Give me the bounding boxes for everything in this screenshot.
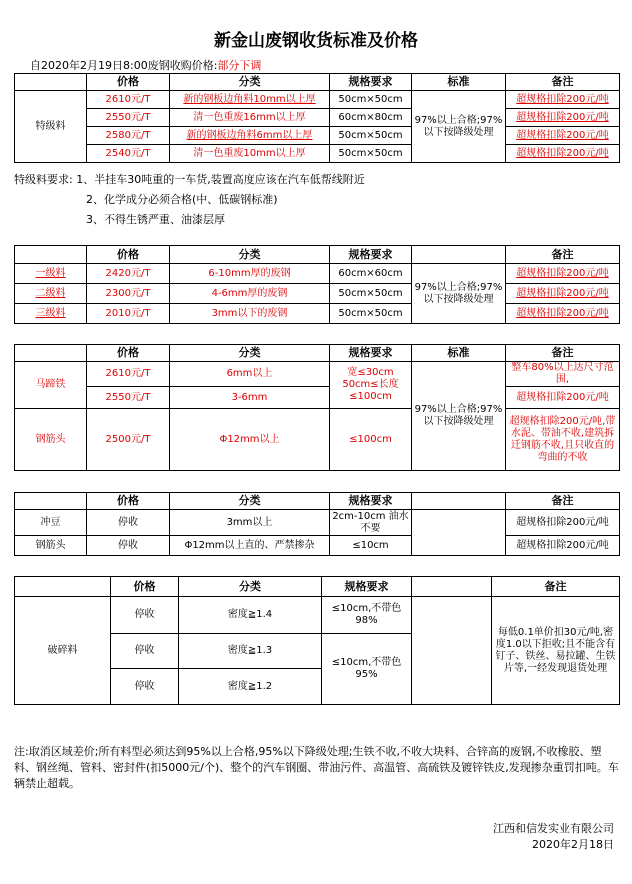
price-cell: 2550元/T xyxy=(87,387,170,409)
group-label: 破碎料 xyxy=(15,597,111,705)
remark-cell: 超规格扣除200元/吨 xyxy=(506,510,620,536)
remark-cell: 超规格扣除200元/吨 xyxy=(506,127,620,145)
price-cell: 2420元/T xyxy=(87,264,170,284)
page-title: 新金山废钢收货标准及价格 xyxy=(214,31,418,51)
price-cell: 2550元/T xyxy=(87,109,170,127)
header-remark: 备注 xyxy=(506,345,620,362)
remark-cell: 超规格扣除200元/吨 xyxy=(506,536,620,556)
table-row xyxy=(15,127,620,145)
remark-cell: 每低0.1单价扣30元/吨,密度1.0以下拒收;且不能含有钉子、铁丝、易拉罐、生铁片等,一经发现退货处理 xyxy=(492,597,620,705)
shredded-table xyxy=(14,576,620,705)
header-category: 分类 xyxy=(170,493,330,510)
price-cell: 2010元/T xyxy=(87,304,170,324)
spec-cell: ≤10cm xyxy=(330,536,412,556)
price-cell: 停收 xyxy=(87,510,170,536)
category-cell: Φ12mm以上 xyxy=(170,409,330,471)
table-row xyxy=(15,284,620,304)
spec-cell: 50cm×50cm xyxy=(330,127,412,145)
spec-cell: 2cm-10cm 油水不要 xyxy=(330,510,412,536)
requirement-line: 特级料要求: 1、半挂车30吨重的一车货,装置高度应该在汽车低帮线附近 xyxy=(14,173,365,186)
requirement-line: 3、不得生锈严重、油漆层厚 xyxy=(86,213,225,226)
price-cell: 停收 xyxy=(111,669,179,705)
grade-label: 三级料 xyxy=(15,304,87,324)
price-cell: 2610元/T xyxy=(87,91,170,109)
header-price: 价格 xyxy=(87,246,170,264)
requirement-line: 2、化学成分必须合格(中、低碳钢标准) xyxy=(86,193,278,206)
price-cell: 2300元/T xyxy=(87,284,170,304)
header-price: 价格 xyxy=(111,577,179,597)
category-cell: 3-6mm xyxy=(170,387,330,409)
group-label: 特级料 xyxy=(15,91,87,163)
price-cell: 停收 xyxy=(111,634,179,669)
header-category: 分类 xyxy=(170,345,330,362)
category-cell: 4-6mm厚的废钢 xyxy=(170,284,330,304)
group-label: 马蹄铁 xyxy=(15,362,87,409)
spec-cell: 50cm×50cm xyxy=(330,284,412,304)
price-cell: 2540元/T xyxy=(87,145,170,163)
table-row xyxy=(15,510,620,536)
company-name: 江西和信发实业有限公司 xyxy=(493,822,614,835)
grade-table xyxy=(14,245,620,324)
effective-date: 自2020年2月19日8:00废钢收购价格: xyxy=(30,59,218,72)
header-standard: 标准 xyxy=(412,345,506,362)
horseshoe-rebar-table xyxy=(14,344,620,471)
category-cell: 密度≧1.4 xyxy=(179,597,322,634)
standard-cell: 97%以上合格;97%以下按降级处理 xyxy=(412,362,506,471)
spec-cell: ≤10cm,不带色95% xyxy=(322,634,412,705)
category-cell: 清一色重废16mm以上厚 xyxy=(170,109,330,127)
grade-label: 二级料 xyxy=(15,284,87,304)
header-price: 价格 xyxy=(87,493,170,510)
header-spec: 规格要求 xyxy=(330,345,412,362)
category-cell: 3mm以上 xyxy=(170,510,330,536)
table-row xyxy=(15,304,620,324)
spec-cell: ≤10cm,不带色98% xyxy=(322,597,412,634)
signature-date: 2020年2月18日 xyxy=(532,838,614,851)
price-cell: 停收 xyxy=(111,597,179,634)
header-spec: 规格要求 xyxy=(330,246,412,264)
price-cell: 2580元/T xyxy=(87,127,170,145)
footnote: 注:取消区域差价;所有料型必须达到95%以上合格,95%以下降级处理;生铁不收,不收大块料、合锌高的废钢,不收橡胶、塑料、钢丝绳、管料、密封件(扣5000元/个)、整个的汽车钢圈、带油污件、高温管、高硫铁及镀锌铁皮,发现掺杂重罚扣吨。车辆禁止超载。 xyxy=(14,745,619,790)
requirements-label: 特级料要求: xyxy=(14,173,73,186)
remark-cell: 超规格扣除200元/吨 xyxy=(506,264,620,284)
category-cell: 6mm以上 xyxy=(170,362,330,387)
remark-cell: 超规格扣除200元/吨 xyxy=(506,91,620,109)
spec-cell: 50cm×50cm xyxy=(330,304,412,324)
price-effective-line xyxy=(30,57,261,73)
table-row xyxy=(15,387,620,409)
table-row xyxy=(15,597,620,634)
header-category: 分类 xyxy=(179,577,322,597)
table-row xyxy=(15,145,620,163)
header-price: 价格 xyxy=(87,345,170,362)
table-row xyxy=(15,109,620,127)
header-remark: 备注 xyxy=(506,246,620,264)
header-spec: 规格要求 xyxy=(322,577,412,597)
spec-cell: 宽≤30cm 50cm≤长度≤100cm xyxy=(330,362,412,409)
header-category: 分类 xyxy=(170,246,330,264)
spec-cell: 50cm×50cm xyxy=(330,145,412,163)
table-row xyxy=(15,409,620,471)
remark-cell: 整车80%以上达尺寸范围, xyxy=(506,362,620,387)
price-cell: 2500元/T xyxy=(87,409,170,471)
standard-cell: 97%以上合格;97%以下按降级处理 xyxy=(412,264,506,324)
adjustment-note: 部分下调 xyxy=(217,59,262,72)
category-cell: Φ12mm以上直的、严禁掺杂 xyxy=(170,536,330,556)
group-label: 钢筋头 xyxy=(15,409,87,471)
table-row xyxy=(15,264,620,284)
category-cell: 6-10mm厚的废钢 xyxy=(170,264,330,284)
item-name: 冲豆 xyxy=(15,510,87,536)
table-row xyxy=(15,536,620,556)
header-spec: 规格要求 xyxy=(330,74,412,91)
remark-cell: 超规格扣除200元/吨,带水泥、带油不收,建筑拆迁钢筋不收,且只收直的弯曲的不收 xyxy=(506,409,620,471)
header-remark: 备注 xyxy=(492,577,620,597)
requirements xyxy=(14,172,365,228)
spec-cell: ≤100cm xyxy=(330,409,412,471)
header-remark: 备注 xyxy=(506,74,620,91)
remark-cell: 超规格扣除200元/吨 xyxy=(506,145,620,163)
category-cell: 3mm以下的废钢 xyxy=(170,304,330,324)
grade-label: 一级料 xyxy=(15,264,87,284)
header-spec: 规格要求 xyxy=(330,493,412,510)
category-cell: 密度≧1.3 xyxy=(179,634,322,669)
category-cell: 清一色重废10mm以上厚 xyxy=(170,145,330,163)
header-remark: 备注 xyxy=(506,493,620,510)
category-cell: 新的钢板边角料6mm以上厚 xyxy=(170,127,330,145)
remark-cell: 超规格扣除200元/吨 xyxy=(506,109,620,127)
header-price: 价格 xyxy=(87,74,170,91)
stopped-items-table xyxy=(14,492,620,556)
item-name: 钢筋头 xyxy=(15,536,87,556)
table-row xyxy=(15,91,620,109)
spec-cell: 50cm×50cm xyxy=(330,91,412,109)
remark-cell: 超规格扣除200元/吨 xyxy=(506,387,620,409)
spec-cell: 60cm×80cm xyxy=(330,109,412,127)
remark-cell: 超规格扣除200元/吨 xyxy=(506,304,620,324)
header-standard: 标准 xyxy=(412,74,506,91)
table-row xyxy=(15,362,620,387)
category-cell: 密度≧1.2 xyxy=(179,669,322,705)
category-cell: 新的钢板边角料10mm以上厚 xyxy=(170,91,330,109)
price-cell: 停收 xyxy=(87,536,170,556)
spec-cell: 60cm×60cm xyxy=(330,264,412,284)
price-cell: 2610元/T xyxy=(87,362,170,387)
premium-grade-table xyxy=(14,73,620,163)
remark-cell: 超规格扣除200元/吨 xyxy=(506,284,620,304)
standard-cell: 97%以上合格;97%以下按降级处理 xyxy=(412,91,506,163)
header-category: 分类 xyxy=(170,74,330,91)
